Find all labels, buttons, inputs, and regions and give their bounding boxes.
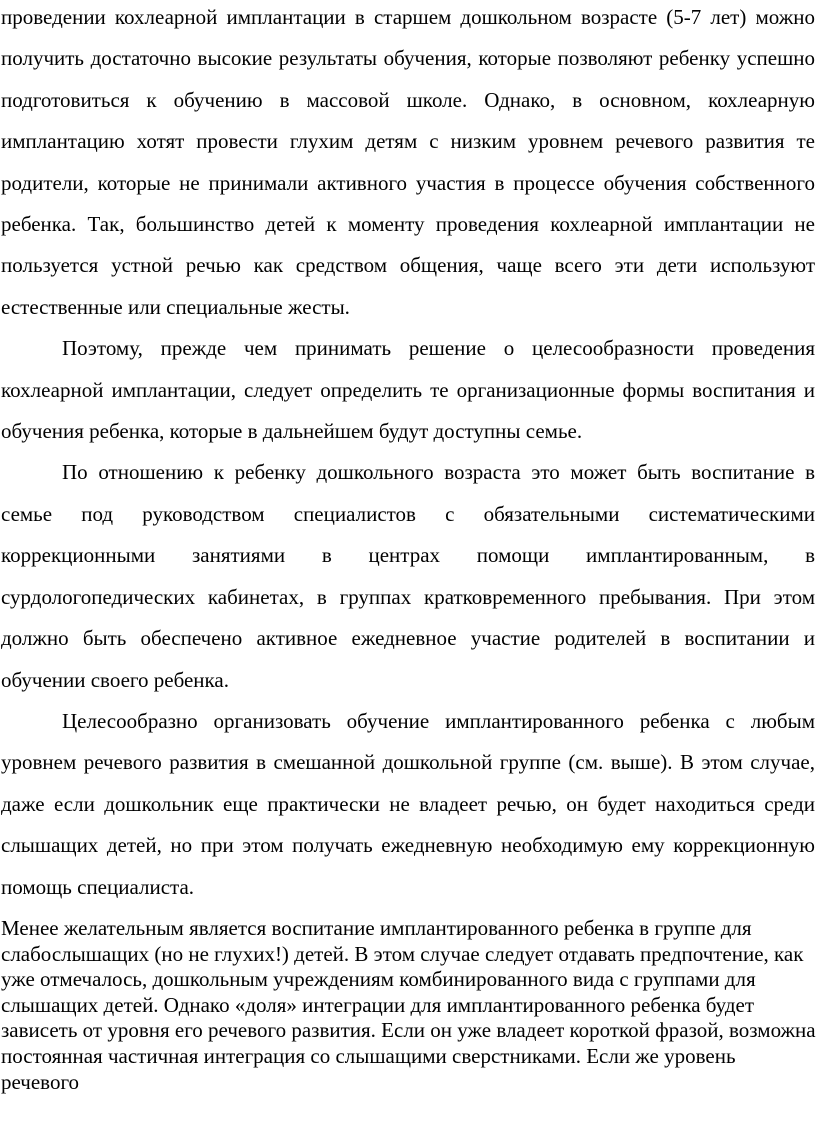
paragraph-3: По отношению к ребенку дошкольного возраста это может быть воспитание в семье под руководством специалистов с обязательными систематическими коррекционными занятиями в центрах помощи имплантированным, в сурдологопедических кабинетах, в группах кратковременного пребывания. При этом должно быть обеспечено активное ежедневное участие родителей в воспитании и обучении своего ребенка. bbox=[1, 460, 815, 692]
paragraph-4: Целесообразно организовать обучение имплантированного ребенка с любым уровнем речевого развития в смешанной дошкольной группе (см. выше). В этом случае, даже если дошкольник еще практически не владеет речью, он будет находиться среди слышащих детей, но при этом получать ежедневную необходимую ему коррекционную помощь специалиста. bbox=[1, 708, 815, 899]
paragraph-2: Поэтому, прежде чем принимать решение о целесообразности проведения кохлеарной имплантации, следует определить те организационные формы воспитания и обучения ребенка, которые в дальнейшем будут доступны семье. bbox=[1, 336, 815, 444]
paragraph-5: Менее желательным является воспитание имплантированного ребенка в группе для слабослышащих (но не глухих!) детей. В этом случае следует отдавать предпочтение, как уже отмечалось, дошкольным учреждениям комбинированного вида с группами для слышащих детей. Однако «доля» интеграции для имплантированного ребенка будет зависеть от уровня его речевого развития. Если он уже владеет короткой фразой, возможна постоянная частичная интеграция со слышащими сверстниками. Если же уровень речевого bbox=[1, 915, 816, 1094]
paragraph-1: проведении кохлеарной имплантации в старшем дошкольном возрасте (5-7 лет) можно получить достаточно высокие результаты обучения, которые позволяют ребенку успешно подготовиться к обучению в массовой школе. Однако, в основном, кохлеарную имплантацию хотят провести глухим детям с низким уровнем речевого развития те родители, которые не принимали активного участия в процессе обучения собственного ребенка. Так, большинство детей к моменту проведения кохлеарной имплантации не пользуется устной речью как средством общения, чаще всего эти дети используют естественные или специальные жесты. bbox=[1, 5, 815, 319]
